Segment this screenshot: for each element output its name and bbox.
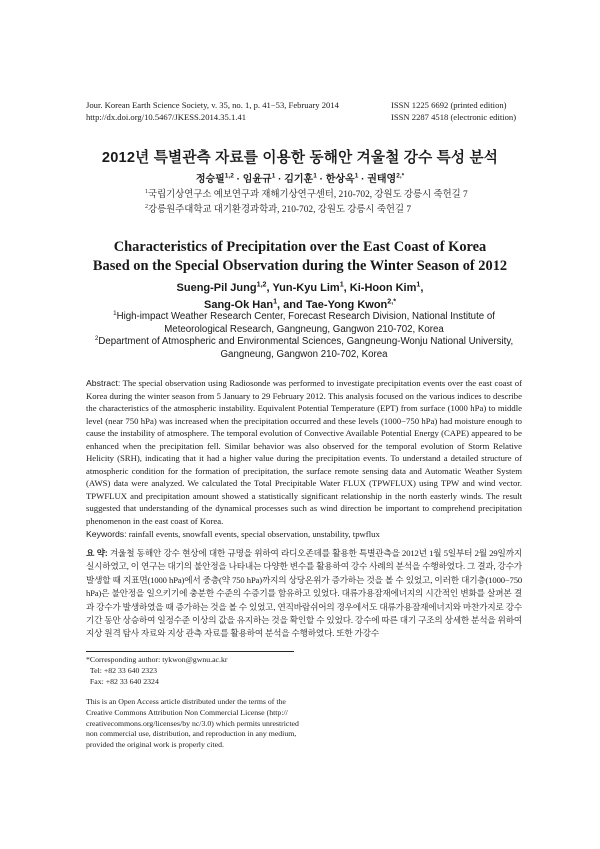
korean-author: 정승필$^{1,2}$ xyxy=(195,172,234,185)
abstract xyxy=(86,377,522,528)
corresponding-fax: Fax: +82 33 640 2324 xyxy=(89,676,159,686)
corresponding-footnote xyxy=(86,655,336,687)
issn-electronic: ISSN 2287 4518 (electronic edition) xyxy=(391,112,517,122)
korean-affiliation-2: $^2$강릉원주대학교 대기환경과학과, 210-702, 강원도 강릉시 죽헌길 7 xyxy=(145,203,412,215)
author-separator: · xyxy=(233,174,243,185)
korean-abstract xyxy=(86,547,522,641)
author-separator: · xyxy=(316,174,326,185)
issn-print: ISSN 1225 6692 (printed edition) xyxy=(391,100,507,110)
korean-author: 권태영$^{2,*}$ xyxy=(367,172,405,185)
author-separator: · xyxy=(275,174,285,185)
license-line: Creative Commons Attribution Non Commercial License (http:// xyxy=(86,707,288,717)
english-author: Sang-Ok Han$^1$ xyxy=(203,297,278,311)
english-title-line-1: Characteristics of Precipitation over the East Coast of Korea xyxy=(113,239,487,255)
korean-author: 김기훈$^1$ xyxy=(284,172,317,185)
abstract-label: Abstract: xyxy=(86,378,121,388)
license-note xyxy=(86,697,300,751)
license-line: provided the original work is properly cited. xyxy=(86,740,224,750)
korean-abstract-text: 겨울철 동해안 강수 현상에 대한 규명을 위하여 라디오존데를 활용한 특별관측을 2012년 1월 5일부터 2월 29일까지 실시하였고, 이 연구는 대기의 불안정을 나타내는 다양한 변수를 활용하여 강수 사례의 분석을 수행하였다. 그 결과, 강수가 발생할 때 지표면(1000 hPa)에서 중층(약 750 hPa)까지의 상당온위가 증가하는 것을 볼 수 있었고, 이러한 대기층(1000−750 hPa)은 불안정을 일으키기에 충분한 수준의 수증기를 함유하고 있었다. 대류가용잠재에너지의 시간적인 변화를 살펴본 결과 강수가 발생하였을 때 증가하는 것을 볼 수 있었고, 연직바람쉬어의 경우에서도 대류가용잠재에너지와 마찬가지로 강수 기간 동안 상승하여 일정수준 이상의 값을 유지하는 것을 확인할 수 있었다. 강수에 따른 대기 구조의 상세한 분석을 위하여 지상 원격 탐사 자료와 지상 관측 자료를 활용하여 분석을 수행하였다. 또한 가강수 xyxy=(86,548,523,639)
keywords-text: rainfall events, snowfall events, special observation, unstability, tpwflux xyxy=(128,529,380,539)
english-affiliation-2: $^2$Department of Atmospheric and Environmental Sciences, Gangneung-Wonju National University, Gangneung, Gangwon 210-702, Korea xyxy=(94,334,514,360)
korean-author: 한상옥$^1$ xyxy=(325,172,359,185)
english-authors-line-1: Sueng-Pil Jung$^{1,2}$, Yun-Kyu Lim$^1$, Ki-Hoon Kim$^1$, xyxy=(176,280,424,294)
journal-citation: Jour. Korean Earth Science Society, v. 35, no. 1, p. 41−53, February 2014 xyxy=(86,100,339,110)
english-affiliation-1: $^1$High-impact Weather Research Center, Forecast Research Division, National Institute of Meteorological Research, Gangneung, Gangwon 210-702, Korea xyxy=(113,309,495,335)
english-author: Yun-Kyu Lim$^1$ xyxy=(272,280,344,294)
footnote-divider xyxy=(86,651,294,652)
korean-authors xyxy=(0,170,600,185)
corresponding-tel: Tel: +82 33 640 2323 xyxy=(89,665,157,675)
doi-link[interactable]: http://dx.doi.org/10.5467/JKESS.2014.35.1.41 xyxy=(86,112,247,122)
corresponding-author: *Corresponding author: tykwon@gwnu.ac.kr xyxy=(86,655,228,664)
english-author: Tae-Yong Kwon$^{2,*}$ xyxy=(305,297,396,311)
license-line: non commercial use, distribution, and reproduction in any medium, xyxy=(86,729,297,739)
license-line: This is an Open Access article distributed under the terms of the xyxy=(86,697,286,706)
keywords-label: Keywords: xyxy=(86,529,127,539)
english-affiliations xyxy=(86,311,522,361)
license-line: creativecommons.org/licenses/by nc/3.0) which permits unrestricted xyxy=(86,718,299,728)
author-separator: · xyxy=(358,174,368,185)
english-author: Ki-Hoon Kim$^1$ xyxy=(349,280,421,294)
english-author: Sueng-Pil Jung$^{1,2}$ xyxy=(176,280,267,294)
english-authors xyxy=(0,280,600,314)
korean-title: 2012년 특별관측 자료를 이용한 동해안 겨울철 강수 특성 분석 xyxy=(101,150,499,166)
keywords xyxy=(86,529,522,539)
abstract-text: The special observation using Radiosonde was performed to investigate precipitation events over the east coast of Korea during the winter season from 5 January to 29 February 2012. This analysis focused on the various indices to describe the characteristics of the atmospheric instability. Equivalent Potential Temperature (EPT) from surface (1000 hPa) to middle level (near 750 hPa) was increased when the precipitation occurred and these levels (1000−750 hPa) had moisture enough to cause the instability of atmosphere. The temporal evolution of Convective Available Potential Energy (CAPE) appeared to be enhanced when the precipitation fell. Similar behavior was also observed for the temporal evolution of Storm Relative Helicity (SRH), indicating that it had a higher value during the precipitation events. To understand a detailed structure of atmospheric condition for the formation of precipitation, the surface remote sensing data and Automatic Weather System (AWS) data were analyzed. We calculated the Total Precipitable Water FLUX (TPWFLUX) using TPW and wind vector. TPWFLUX and precipitation amount showed a statistically significant relationship in the north easterly winds. The result suggested that understanding of the dynamical processes such as wind direction be important to comprehend precipitation phenomenon in the east coast of Korea. xyxy=(86,378,523,527)
korean-affiliation-1: $^1$국립기상연구소 예보연구과 재해기상연구센터, 210-702, 강원도 강릉시 죽헌길 7 xyxy=(145,188,468,200)
korean-author: 임윤규$^1$ xyxy=(242,172,276,185)
korean-abstract-label: 요 약: xyxy=(86,548,108,558)
english-title xyxy=(0,238,600,276)
english-authors-line-2: Sang-Ok Han$^1$, and Tae-Yong Kwon$^{2,*}$ xyxy=(203,297,396,311)
english-title-line-2: Based on the Special Observation during the Winter Season of 2012 xyxy=(92,258,508,274)
